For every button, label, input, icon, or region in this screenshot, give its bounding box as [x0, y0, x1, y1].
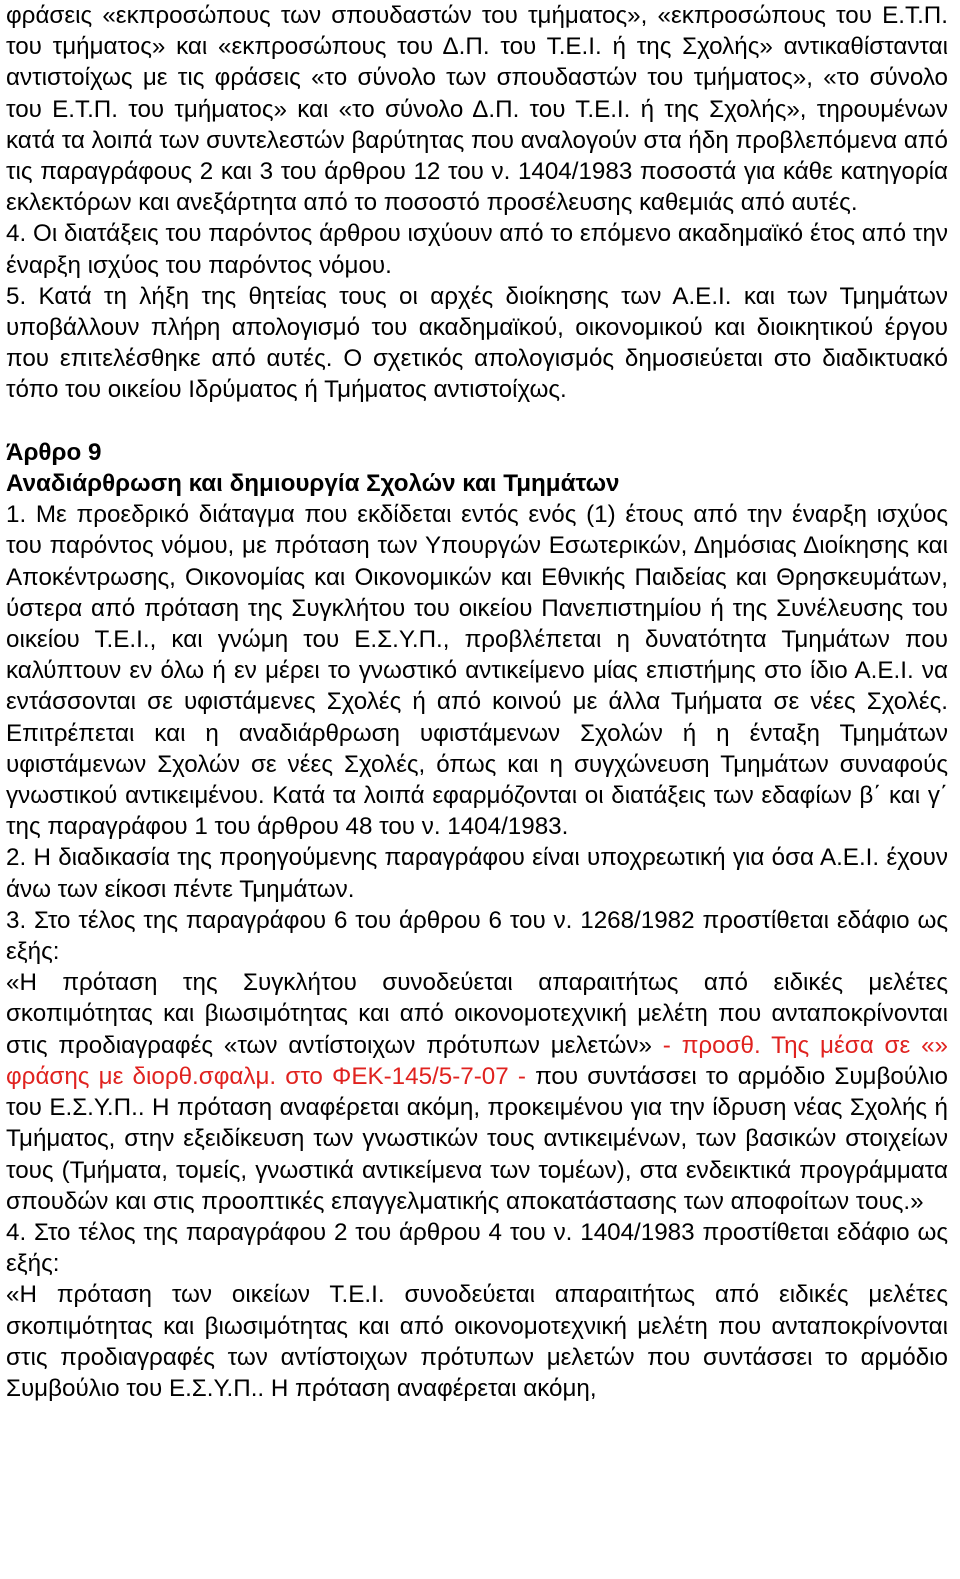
article-number: Άρθρο 9	[6, 438, 102, 466]
article-paragraph-4: 4. Στο τέλος της παραγράφου 2 του άρθρου 4 του ν. 1404/1983 προστίθεται εδάφιο ως εξής:	[6, 1218, 948, 1278]
quote-3-text-end: που συντάσσει το αρμόδιο Συμβούλιο του Ε.Σ.Υ.Π.. Η πρόταση αναφέρεται ακόμη, προκειμένου για την ίδρυση νέας Σχολής ή Τμήματος, στην εξειδίκευση των γνωστικών τους αντικειμένων, των βασικών στοιχείων τους (Τμήματα, τομείς, γνωστικά αντικείμενα των τομέων), στα ενδεικτικά προγράμματα σπουδών και στις προοπτικές επαγγελματικής αποκατάστασης των αποφοίτων τους.»	[6, 1062, 948, 1215]
quote-3-text-start: «Η πρόταση της Συγκλήτου συνοδεύεται απαραιτήτως από ειδικές μελέτες σκοπιμότητας και βιωσιμότητας και από οικονομοτεχνική μελέτη που ανταποκρίνονται στις προδιαγραφές «των αντίστοιχων πρότυπων μελετών»	[6, 969, 948, 1059]
document-page	[6, 0, 948, 1404]
paragraph-4: 4. Οι διατάξεις του παρόντος άρθρου ισχύουν από το επόμενο ακαδημαϊκό έτος από την έναρξη ισχύος του παρόντος νόμου.	[6, 220, 948, 279]
correction-note: - προσθ. Της μέσα σε «» φράσης με διορθ.σφαλμ. στο ΦΕΚ-145/5-7-07 -	[6, 1031, 948, 1090]
paragraph-5: 5. Κατά τη λήξη της θητείας τους οι αρχές διοίκησης των Α.Ε.Ι. και των Τμημάτων υποβάλλουν πλήρη απολογισμό του ακαδημαϊκού, οικονομικού και διοικητικού έργου που επιτελέσθηκε από αυτές. Ο σχετικός απολογισμός δημοσιεύεται στο διαδικτυακό τόπο του οικείου Ιδρύματος ή Τμήματος αντιστοίχως.	[6, 282, 948, 404]
quote-paragraph-3	[6, 967, 948, 1217]
quote-paragraph-4: «Η πρόταση των οικείων Τ.Ε.Ι. συνοδεύεται απαραιτήτως από ειδικές μελέτες σκοπιμότητας και βιωσιμότητας και από οικονομοτεχνική μελέτη που ανταποκρίνονται στις προδιαγραφές των αντίστοιχων πρότυπων μελετών που συντάσσει το αρμόδιο Συμβούλιο του Ε.Σ.Υ.Π.. Η πρόταση αναφέρεται ακόμη,	[6, 1281, 948, 1402]
article-title: Αναδιάρθρωση και δημιουργία Σχολών και Τμημάτων	[6, 470, 620, 498]
article-paragraph-2: 2. Η διαδικασία της προηγούμενης παραγράφου είναι υποχρεωτική για όσα Α.Ε.Ι. έχουν άνω των είκοσι πέντε Τμημάτων.	[6, 844, 948, 903]
article-paragraph-1: 1. Με προεδρικό διάταγμα που εκδίδεται εντός ενός (1) έτους από την έναρξη ισχύος του παρόντος νόμου, με πρόταση των Υπουργών Εσωτερικών, Δημόσιας Διοίκησης και Αποκέντρωσης, Οικονομίας και Οικονομικών και Εθνικής Παιδείας και Θρησκευμάτων, ύστερα από πρόταση της Συγκλήτου του οικείου Πανεπιστημίου ή της Συνέλευσης του οικείου Τ.Ε.Ι., και γνώμη του Ε.Σ.Υ.Π., προβλέπεται η δυνατότητα Τμημάτων που καλύπτουν εν όλω ή εν μέρει το γνωστικό αντικείμενο μίας επιστήμης στο ίδιο Α.Ε.Ι. να εντάσσονται σε υφιστάμενες Σχολές ή από κοινού με άλλα Τμήματα σε νέες Σχολές. Επιτρέπεται και η αναδιάρθρωση υφιστάμενων Σχολών ή η ένταξη Τμημάτων υφιστάμενων Σχολών σε νέες Σχολές, όπως και η συγχώνευση Τμημάτων συναφούς γνωστικού αντικειμένου. Κατά τα λοιπά εφαρμόζονται οι διατάξεις των εδαφίων β΄ και γ΄ της παραγράφου 1 του άρθρου 48 του ν. 1404/1983.	[6, 501, 948, 841]
blank-line	[6, 406, 948, 437]
lead-paragraph: φράσεις «εκπροσώπους των σπουδαστών του τμήματος», «εκπροσώπους του Ε.Τ.Π. του τμήματος» και «εκπροσώπους του Δ.Π. του Τ.Ε.Ι. ή της Σχολής» αντικαθίστανται αντιστοίχως με τις φράσεις «το σύνολο των σπουδαστών του τμήματος», «το σύνολο του Ε.Τ.Π. του τμήματος» και «το σύνολο Δ.Π. του Τ.Ε.Ι. ή της Σχολής», τηρουμένων κατά τα λοιπά των συντελεστών βαρύτητας που αναλογούν στα ήδη προβλεπόμενα από τις παραγράφους 2 και 3 του άρθρου 12 του ν. 1404/1983 ποσοστά για κάθε κατηγορία εκλεκτόρων και ανεξάρτητα από το ποσοστό προσέλευσης καθεμιάς από αυτές.	[6, 2, 948, 217]
article-paragraph-3: 3. Στο τέλος της παραγράφου 6 του άρθρου 6 του ν. 1268/1982 προστίθεται εδάφιο ως εξής:	[6, 906, 948, 966]
